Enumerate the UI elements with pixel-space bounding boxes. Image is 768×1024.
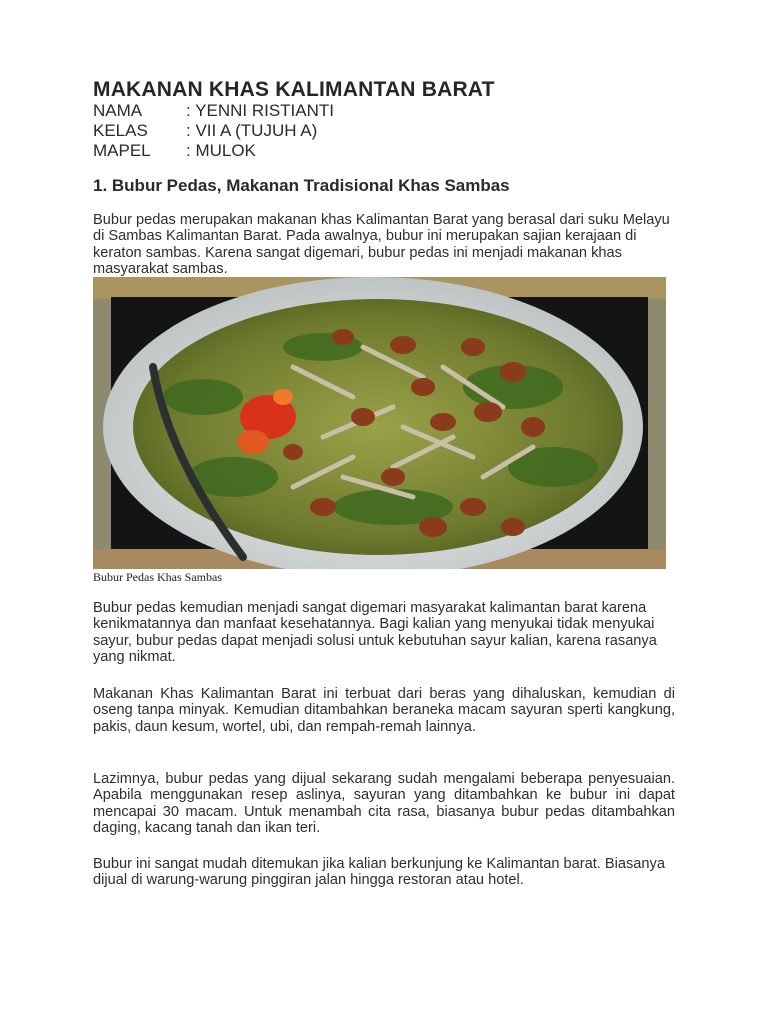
meta-row-mapel <box>93 141 334 161</box>
body-paragraph: Bubur pedas kemudian menjadi sangat digemari masyarakat kalimantan barat karena kenikmatannya dan manfaat kesehatannya. Bagi kalian yang menyukai tidak menyukai sayur, bubur pedas dapat menjadi solusi untuk kebutuhan sayur kalian, karena rasanya yang nikmat. <box>93 600 657 666</box>
meta-value: : YENNI RISTIANTI <box>186 101 334 120</box>
bubur-pedas-illustration <box>93 277 666 569</box>
meta-value: : VII A (TUJUH A) <box>186 121 318 140</box>
meta-key: MAPEL <box>93 141 151 160</box>
body-paragraph: Makanan Khas Kalimantan Barat ini terbuat dari beras yang dihaluskan, kemudian di oseng tanpa minyak. Kemudian ditambahkan beraneka macam sayuran sperti kangkung, pakis, daun kesum, wortel, ubi, dan rempah-remah lainnya. <box>93 686 675 735</box>
meta-key: NAMA <box>93 101 143 120</box>
meta-row-nama <box>93 101 334 121</box>
body-paragraph: Lazimnya, bubur pedas yang dijual sekarang sudah mengalami beberapa penyesuaian. Apabila menggunakan resep aslinya, sayuran yang ditambahkan ke bubur ini dapat mencapai 30 macam. Untuk menambah cita rasa, biasanya bubur pedas ditambahkan daging, kacang tanah dan ikan teri. <box>93 771 675 837</box>
bubur-pedas-photo <box>93 277 666 569</box>
body-paragraph: Bubur ini sangat mudah ditemukan jika kalian berkunjung ke Kalimantan barat. Biasanya dijual di warung-warung pinggiran jalan hingga restoran atau hotel. <box>93 856 665 889</box>
meta-key: KELAS <box>93 121 148 140</box>
intro-paragraph: Bubur pedas merupakan makanan khas Kalimantan Barat yang berasal dari suku Melayu di Sambas Kalimantan Barat. Pada awalnya, bubur ini merupakan sajian kerajaan di keraton sambas. Karena sangat digemari, bubur pedas ini menjadi makanan khas masyarakat sambas. <box>93 212 670 278</box>
figure-caption: Bubur Pedas Khas Sambas <box>93 570 222 584</box>
meta-value: : MULOK <box>186 141 256 160</box>
student-info <box>93 101 334 161</box>
section-heading: 1. Bubur Pedas, Makanan Tradisional Khas Sambas <box>93 176 510 195</box>
document-title: MAKANAN KHAS KALIMANTAN BARAT <box>93 78 495 101</box>
meta-row-kelas <box>93 121 334 141</box>
